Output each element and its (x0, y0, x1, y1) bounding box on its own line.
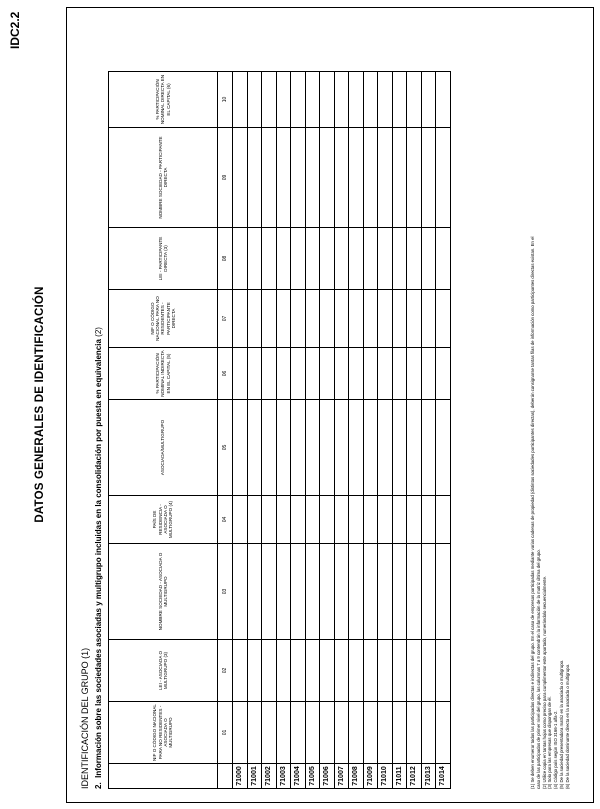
input-cell[interactable] (276, 496, 291, 544)
input-cell[interactable] (407, 348, 422, 400)
input-cell[interactable] (436, 348, 451, 400)
footnote: (6) De la sociedad dominante directa en la asociada o multigrupo. (564, 663, 570, 789)
input-cell[interactable] (276, 348, 291, 400)
input-cell[interactable] (349, 128, 364, 228)
corner-cell (218, 764, 233, 789)
input-cell[interactable] (363, 640, 378, 702)
table-row (233, 72, 248, 789)
input-cell[interactable] (291, 496, 306, 544)
input-cell[interactable] (378, 702, 393, 764)
input-cell[interactable] (262, 544, 277, 640)
input-cell[interactable] (349, 290, 364, 348)
column-number: 06 (218, 348, 233, 400)
input-cell[interactable] (305, 128, 320, 228)
input-cell[interactable] (349, 702, 364, 764)
input-cell[interactable] (363, 290, 378, 348)
column-header: NIF O CÓDIGO NACIONAL PARA NO RESIDENTES - PARTICIPANTE DIRECTA (109, 290, 218, 348)
column-header: LEI - PARTICIPANTE DIRECTA (3) (109, 228, 218, 290)
input-cell[interactable] (233, 72, 248, 128)
input-cell[interactable] (262, 228, 277, 290)
input-cell[interactable] (233, 348, 248, 400)
input-cell[interactable] (320, 544, 335, 640)
input-cell[interactable] (436, 72, 451, 128)
input-cell[interactable] (276, 544, 291, 640)
row-code: 71006 (320, 764, 335, 789)
row-code: 71003 (276, 764, 291, 789)
input-cell[interactable] (247, 72, 262, 128)
input-cell[interactable] (392, 128, 407, 228)
row-code: 71011 (392, 764, 407, 789)
input-cell[interactable] (436, 400, 451, 496)
input-cell[interactable] (305, 496, 320, 544)
input-cell[interactable] (407, 702, 422, 764)
table-row (363, 72, 378, 789)
input-cell[interactable] (392, 640, 407, 702)
input-cell[interactable] (436, 702, 451, 764)
input-cell[interactable] (421, 228, 436, 290)
input-cell[interactable] (392, 228, 407, 290)
input-cell[interactable] (247, 128, 262, 228)
input-cell[interactable] (436, 496, 451, 544)
corner-cell (109, 764, 218, 789)
input-cell[interactable] (262, 348, 277, 400)
input-cell[interactable] (320, 128, 335, 228)
input-cell[interactable] (320, 400, 335, 496)
input-cell[interactable] (305, 640, 320, 702)
input-cell[interactable] (276, 128, 291, 228)
input-cell[interactable] (392, 400, 407, 496)
input-cell[interactable] (334, 72, 349, 128)
input-cell[interactable] (421, 290, 436, 348)
row-code: 71013 (421, 764, 436, 789)
subsection-note: (2) (94, 327, 103, 337)
input-cell[interactable] (233, 496, 248, 544)
section-title: IDENTIFICACIÓN DEL GRUPO (1) (80, 647, 90, 789)
input-cell[interactable] (363, 72, 378, 128)
input-cell[interactable] (349, 544, 364, 640)
table-row (421, 72, 436, 789)
footnote: (4) Código país según ISO 3166-1 alfa-2. (553, 710, 559, 789)
input-cell[interactable] (291, 640, 306, 702)
input-cell[interactable] (407, 400, 422, 496)
row-code: 71012 (407, 764, 422, 789)
input-cell[interactable] (436, 544, 451, 640)
input-cell[interactable] (421, 128, 436, 228)
input-cell[interactable] (291, 544, 306, 640)
footnote: (3) Solo para las empresas que dispongan de él. (547, 696, 553, 789)
input-cell[interactable] (378, 228, 393, 290)
input-cell[interactable] (305, 72, 320, 128)
table-row (349, 72, 364, 789)
input-cell[interactable] (421, 640, 436, 702)
input-cell[interactable] (392, 72, 407, 128)
input-cell[interactable] (291, 400, 306, 496)
row-code: 71014 (436, 764, 451, 789)
input-cell[interactable] (392, 496, 407, 544)
row-code: 71008 (349, 764, 364, 789)
input-cell[interactable] (305, 544, 320, 640)
column-header: LEI - ASOCIADA O MULTIGRUPO (3) (109, 640, 218, 702)
footnotes (530, 19, 571, 789)
input-cell[interactable] (392, 702, 407, 764)
input-cell[interactable] (247, 290, 262, 348)
input-cell[interactable] (421, 496, 436, 544)
column-number: 03 (218, 544, 233, 640)
input-cell[interactable] (407, 128, 422, 228)
column-number: 08 (218, 228, 233, 290)
input-cell[interactable] (320, 496, 335, 544)
input-cell[interactable] (378, 348, 393, 400)
entities-table (108, 71, 451, 789)
input-cell[interactable] (262, 496, 277, 544)
table-row (305, 72, 320, 789)
table-row (262, 72, 277, 789)
input-cell[interactable] (262, 290, 277, 348)
input-cell[interactable] (392, 290, 407, 348)
table-row (291, 72, 306, 789)
input-cell[interactable] (349, 640, 364, 702)
column-header: NIF O CÓDIGO NACIONAL PARA NO RESIDENTES - ASOCIADA O MULTIGRUPO (109, 702, 218, 764)
input-cell[interactable] (305, 702, 320, 764)
input-cell[interactable] (407, 72, 422, 128)
input-cell[interactable] (320, 702, 335, 764)
column-number: 07 (218, 290, 233, 348)
column-header: ASOCIADA/MULTIGRUPO (109, 400, 218, 496)
input-cell[interactable] (334, 400, 349, 496)
table-row (392, 72, 407, 789)
input-cell[interactable] (363, 128, 378, 228)
input-cell[interactable] (305, 228, 320, 290)
input-cell[interactable] (247, 348, 262, 400)
column-header: % PARTICIPACIÓN NOMINAL INDIRECTA EN EL CAPITAL (5) (109, 348, 218, 400)
input-cell[interactable] (392, 348, 407, 400)
input-cell[interactable] (363, 228, 378, 290)
input-cell[interactable] (262, 128, 277, 228)
input-cell[interactable] (233, 400, 248, 496)
footnote: (5) De la sociedad presentadora matriz en la asociada o multigrupo. (558, 659, 564, 789)
table-row (436, 72, 451, 789)
input-cell[interactable] (233, 228, 248, 290)
input-cell[interactable] (349, 400, 364, 496)
subsection-number: 2. (94, 782, 103, 789)
row-code: 71007 (334, 764, 349, 789)
input-cell[interactable] (320, 228, 335, 290)
input-cell[interactable] (363, 496, 378, 544)
input-cell[interactable] (320, 72, 335, 128)
page-title: DATOS GENERALES DE IDENTIFICACIÓN (34, 286, 46, 523)
input-cell[interactable] (349, 228, 364, 290)
input-cell[interactable] (247, 702, 262, 764)
input-cell[interactable] (421, 400, 436, 496)
column-number-row (218, 72, 233, 789)
table-row (378, 72, 393, 789)
input-cell[interactable] (291, 290, 306, 348)
column-number: 09 (218, 128, 233, 228)
input-cell[interactable] (363, 348, 378, 400)
input-cell[interactable] (291, 72, 306, 128)
input-cell[interactable] (378, 128, 393, 228)
input-cell[interactable] (247, 640, 262, 702)
column-header: % PARTICIPACIÓN NOMINAL DIRECTA EN EL CAPITAL (6) (109, 72, 218, 128)
input-cell[interactable] (320, 290, 335, 348)
input-cell[interactable] (407, 496, 422, 544)
input-cell[interactable] (363, 702, 378, 764)
input-cell[interactable] (334, 128, 349, 228)
input-cell[interactable] (305, 348, 320, 400)
input-cell[interactable] (305, 400, 320, 496)
column-number: 02 (218, 640, 233, 702)
row-code: 71000 (233, 764, 248, 789)
input-cell[interactable] (378, 640, 393, 702)
table-row (407, 72, 422, 789)
input-cell[interactable] (436, 290, 451, 348)
input-cell[interactable] (276, 228, 291, 290)
input-cell[interactable] (349, 348, 364, 400)
input-cell[interactable] (363, 400, 378, 496)
input-cell[interactable] (334, 228, 349, 290)
input-cell[interactable] (378, 290, 393, 348)
input-cell[interactable] (276, 290, 291, 348)
input-cell[interactable] (421, 702, 436, 764)
input-cell[interactable] (276, 702, 291, 764)
input-cell[interactable] (407, 290, 422, 348)
table-row (247, 72, 262, 789)
column-header: NOMBRE SOCIEDAD - ASOCIADA O MULTIGRUPO (109, 544, 218, 640)
row-code: 71009 (363, 764, 378, 789)
input-cell[interactable] (334, 496, 349, 544)
row-code: 71002 (262, 764, 277, 789)
input-cell[interactable] (363, 544, 378, 640)
table-row (320, 72, 335, 789)
input-cell[interactable] (320, 348, 335, 400)
input-cell[interactable] (291, 702, 306, 764)
input-cell[interactable] (262, 400, 277, 496)
column-header: NOMBRE SOCIEDAD - PARTICIPANTE DIRECTA (109, 128, 218, 228)
input-cell[interactable] (378, 72, 393, 128)
row-code: 71001 (247, 764, 262, 789)
subsection-text: Información sobre las sociedades asociadas y multigrupo incluidas en la consolidación por puesta en equivalencia (94, 339, 103, 778)
footnote: (2) Utilice copia en tantas hojas como preciso para cumplimentar este apartado, numerándolo secuencialmente. (541, 575, 547, 789)
table-row (334, 72, 349, 789)
input-cell[interactable] (334, 348, 349, 400)
column-header: PAÍS DE RESIDENCIA - ASOCIADA O MULTIGRUPO (4) (109, 496, 218, 544)
input-cell[interactable] (291, 128, 306, 228)
input-cell[interactable] (247, 544, 262, 640)
input-cell[interactable] (334, 640, 349, 702)
input-cell[interactable] (334, 544, 349, 640)
footnote: (1) Se deben enumerar todas las participadas directas e indirectas del grupo. En el caso de empresas participadas mediante varias cadenas de propiedad (distintas sociedades participantes directas), deberán consignarse tantas filas de información como participantes directas existan. En el (530, 236, 535, 789)
header-row (109, 72, 218, 789)
input-cell[interactable] (276, 640, 291, 702)
input-cell[interactable] (262, 702, 277, 764)
input-cell[interactable] (247, 228, 262, 290)
input-cell[interactable] (262, 640, 277, 702)
input-cell[interactable] (421, 72, 436, 128)
input-cell[interactable] (320, 640, 335, 702)
input-cell[interactable] (291, 228, 306, 290)
input-cell[interactable] (378, 544, 393, 640)
column-number: 01 (218, 702, 233, 764)
input-cell[interactable] (305, 290, 320, 348)
input-cell[interactable] (291, 348, 306, 400)
input-cell[interactable] (378, 400, 393, 496)
column-number: 04 (218, 496, 233, 544)
input-cell[interactable] (436, 228, 451, 290)
input-cell[interactable] (436, 128, 451, 228)
input-cell[interactable] (233, 702, 248, 764)
input-cell[interactable] (247, 400, 262, 496)
input-cell[interactable] (233, 544, 248, 640)
row-code: 71004 (291, 764, 306, 789)
input-cell[interactable] (421, 544, 436, 640)
column-number: 05 (218, 400, 233, 496)
input-cell[interactable] (233, 128, 248, 228)
footnote: caso de las participadas de primer nivel del grupo, las columnas 7 a 9 contendrán la información de la matriz última del grupo. (535, 549, 541, 789)
input-cell[interactable] (349, 496, 364, 544)
input-cell[interactable] (262, 72, 277, 128)
input-cell[interactable] (334, 702, 349, 764)
input-cell[interactable] (392, 544, 407, 640)
input-cell[interactable] (247, 496, 262, 544)
input-cell[interactable] (233, 640, 248, 702)
input-cell[interactable] (407, 640, 422, 702)
input-cell[interactable] (349, 72, 364, 128)
input-cell[interactable] (421, 348, 436, 400)
input-cell[interactable] (407, 544, 422, 640)
input-cell[interactable] (378, 496, 393, 544)
input-cell[interactable] (436, 640, 451, 702)
input-cell[interactable] (276, 400, 291, 496)
input-cell[interactable] (233, 290, 248, 348)
input-cell[interactable] (334, 290, 349, 348)
input-cell[interactable] (276, 72, 291, 128)
table-row (276, 72, 291, 789)
row-code: 71010 (378, 764, 393, 789)
input-cell[interactable] (407, 228, 422, 290)
row-code: 71005 (305, 764, 320, 789)
column-number: 10 (218, 72, 233, 128)
subsection-heading (94, 327, 103, 789)
document-id: IDC2.2 (8, 11, 22, 49)
